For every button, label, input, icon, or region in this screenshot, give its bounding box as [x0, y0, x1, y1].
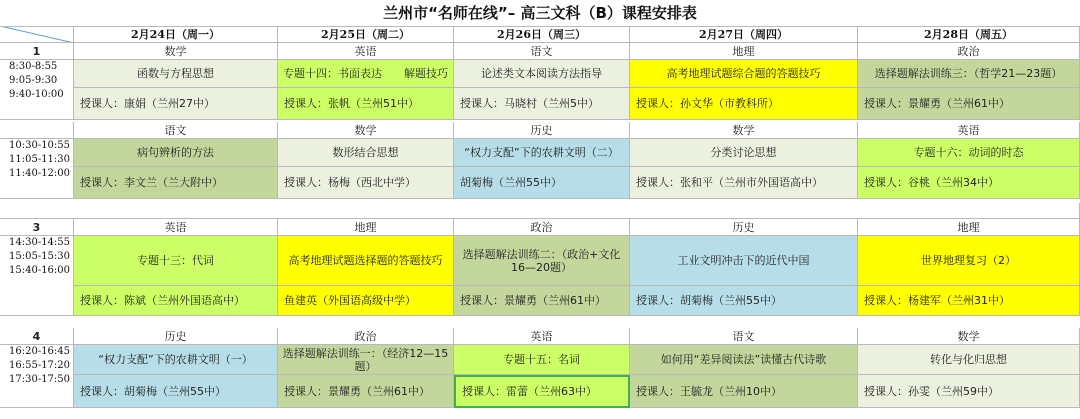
lesson-teacher[interactable]: 授课人：景耀勇（兰州61中） — [858, 88, 1080, 120]
lesson-teacher[interactable]: 授课人：康娟（兰州27中） — [74, 88, 278, 120]
header-date-5[interactable]: 2月28日（周五） — [858, 26, 1080, 43]
lesson-teacher[interactable]: 授课人：孙文华（市教科所） — [630, 88, 858, 120]
subject-label: 语文 — [74, 122, 278, 139]
time-slot: 11:05-11:30 — [9, 154, 71, 165]
subject-label: 数学 — [74, 43, 278, 60]
time-slot: 9:05-9:30 — [9, 75, 58, 86]
block-times-1 — [0, 60, 74, 120]
lesson-topic[interactable]: 工业文明冲击下的近代中国 — [630, 236, 858, 286]
lesson-teacher[interactable]: 授课人：杨梅（西北中学） — [278, 167, 454, 199]
subject-label: 数学 — [630, 122, 858, 139]
lesson-teacher[interactable]: 授课人：景耀勇（兰州61中） — [278, 375, 454, 408]
subject-label: 英语 — [858, 122, 1080, 139]
lesson-teacher[interactable]: 授课人：景耀勇（兰州61中） — [454, 286, 630, 316]
subject-label: 历史 — [74, 328, 278, 345]
lesson-teacher[interactable]: 授课人：陈斌（兰州外国语高中） — [74, 286, 278, 316]
lesson-topic[interactable]: 高考地理试题综合题的答题技巧 — [630, 60, 858, 88]
lesson-topic[interactable]: “权力支配”下的农耕文明（二） — [454, 139, 630, 167]
subject-label: 历史 — [630, 219, 858, 236]
lesson-topic[interactable]: 专题十六：动词的时态 — [858, 139, 1080, 167]
header-date-1[interactable]: 2月24日（周一） — [74, 26, 278, 43]
time-slot: 15:05-15:30 — [9, 251, 71, 262]
lesson-teacher[interactable]: 授课人：胡菊梅（兰州55中） — [74, 375, 278, 408]
time-slot: 15:40-16:00 — [9, 265, 71, 276]
lesson-topic[interactable]: 高考地理试题选择题的答题技巧 — [278, 236, 454, 286]
lesson-teacher[interactable]: 鱼建英（外国语高级中学） — [278, 286, 454, 316]
lesson-topic[interactable]: 数形结合思想 — [278, 139, 454, 167]
subject-label: 数学 — [278, 122, 454, 139]
time-slot: 11:40-12:00 — [9, 168, 71, 179]
header-corner-cell — [0, 26, 74, 43]
subject-label: 地理 — [278, 219, 454, 236]
time-slot: 14:30-14:55 — [9, 237, 71, 248]
block-times-2 — [0, 139, 74, 199]
lesson-topic[interactable]: 如何用“差异阅读法”读懂古代诗歌 — [630, 345, 858, 375]
lesson-teacher-selected[interactable]: 授课人：雷蕾（兰州63中） — [454, 375, 630, 408]
lesson-teacher[interactable]: 授课人：张和平（兰州市外国语高中） — [630, 167, 858, 199]
lesson-teacher[interactable]: 胡菊梅（兰州55中） — [454, 167, 630, 199]
time-slot: 9:40-10:00 — [9, 89, 64, 100]
lesson-teacher[interactable]: 授课人：杨建军（兰州31中） — [858, 286, 1080, 316]
header-date-3[interactable]: 2月26日（周三） — [454, 26, 630, 43]
subject-label: 地理 — [630, 43, 858, 60]
lesson-topic[interactable]: 分类讨论思想 — [630, 139, 858, 167]
lesson-topic[interactable]: 病句辨析的方法 — [74, 139, 278, 167]
lesson-topic[interactable]: 专题十五：名词 — [454, 345, 630, 375]
lesson-teacher[interactable]: 授课人：张帆（兰州51中） — [278, 88, 454, 120]
subject-label: 语文 — [454, 43, 630, 60]
lesson-teacher[interactable]: 授课人：李文兰（兰大附中） — [74, 167, 278, 199]
time-slot: 16:55-17:20 — [9, 360, 71, 371]
subject-label: 政治 — [278, 328, 454, 345]
lesson-topic[interactable]: 转化与化归思想 — [858, 345, 1080, 375]
block-number-2 — [0, 122, 74, 139]
lesson-topic[interactable]: 函数与方程思想 — [74, 60, 278, 88]
lesson-topic[interactable]: “权力支配”下的农耕文明（一） — [74, 345, 278, 375]
separator-row — [0, 203, 1080, 219]
subject-label: 语文 — [630, 328, 858, 345]
subject-label: 数学 — [858, 328, 1080, 345]
lesson-topic[interactable]: 专题十四：书面表达 解题技巧 — [278, 60, 454, 88]
schedule-title: 兰州市“名师在线”– 高三文科（B）课程安排表 — [383, 3, 697, 22]
subject-label: 地理 — [858, 219, 1080, 236]
lesson-teacher[interactable]: 授课人：马晓村（兰州5中） — [454, 88, 630, 120]
block-number-1: 1 — [0, 43, 74, 60]
lesson-teacher[interactable]: 授课人：孙雯（兰州59中） — [858, 375, 1080, 408]
subject-label: 英语 — [74, 219, 278, 236]
header-date-4[interactable]: 2月27日（周四） — [630, 26, 858, 43]
subject-label: 政治 — [858, 43, 1080, 60]
header-date-2[interactable]: 2月25日（周二） — [278, 26, 454, 43]
lesson-topic[interactable]: 世界地理复习（2） — [858, 236, 1080, 286]
time-slot: 8:30-8:55 — [9, 61, 58, 72]
lesson-topic[interactable]: 选择题解法训练二：（政治+文化16—20题） — [454, 236, 630, 286]
block-times-4 — [0, 345, 74, 408]
lesson-teacher[interactable]: 授课人：胡菊梅（兰州55中） — [630, 286, 858, 316]
time-slot: 10:30-10:55 — [9, 140, 71, 151]
subject-label: 英语 — [454, 328, 630, 345]
subject-label: 政治 — [454, 219, 630, 236]
lesson-topic[interactable]: 论述类文本阅读方法指导 — [454, 60, 630, 88]
lesson-topic[interactable]: 选择题解法训练三：（哲学21—23题） — [858, 60, 1080, 88]
block-number-4: 4 — [0, 328, 74, 345]
table-top-border — [0, 26, 1080, 27]
time-slot: 17:30-17:50 — [9, 374, 71, 385]
time-slot: 16:20-16:45 — [9, 346, 71, 357]
block-number-3: 3 — [0, 219, 74, 236]
lesson-topic[interactable]: 选择题解法训练一：（经济12—15题） — [278, 345, 454, 375]
block-times-3 — [0, 236, 74, 316]
subject-label: 历史 — [454, 122, 630, 139]
lesson-teacher[interactable]: 授课人：谷桃（兰州34中） — [858, 167, 1080, 199]
lesson-teacher[interactable]: 授课人：王毓龙（兰州10中） — [630, 375, 858, 408]
lesson-topic[interactable]: 专题十三：代词 — [74, 236, 278, 286]
subject-label: 英语 — [278, 43, 454, 60]
